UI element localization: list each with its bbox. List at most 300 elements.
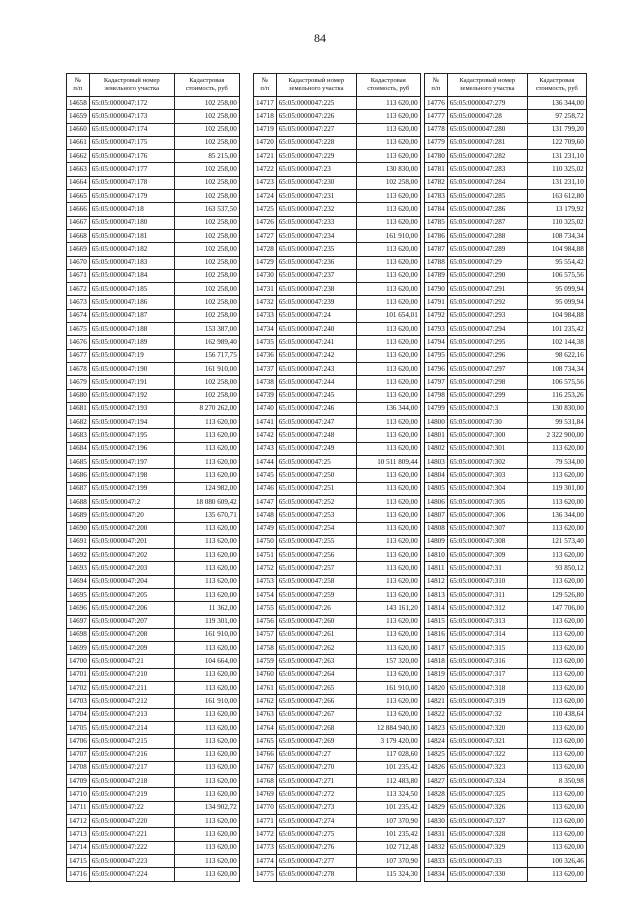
cadastral-number-cell: 65:05:0000047:182 xyxy=(89,243,174,256)
cadastral-value-cell: 102 258,00 xyxy=(174,283,239,296)
cadastral-value-cell: 113 620,00 xyxy=(356,522,420,535)
table-row xyxy=(425,229,587,242)
row-number-cell: 14767 xyxy=(254,761,277,774)
row-number-cell: 14769 xyxy=(254,788,277,801)
row-number-cell: 14778 xyxy=(425,123,448,136)
table-row xyxy=(67,841,240,854)
cadastral-number-cell: 65:05:0000047:242 xyxy=(276,349,356,362)
row-number-cell: 14738 xyxy=(254,376,277,389)
table-body xyxy=(425,97,587,882)
table-row xyxy=(425,429,587,442)
cadastral-number-cell: 65:05:0000047:195 xyxy=(89,429,174,442)
table-row xyxy=(67,682,240,695)
page-number: 84 xyxy=(314,31,326,45)
cadastral-value-cell: 113 620,00 xyxy=(174,522,239,535)
cadastral-value-cell: 113 620,00 xyxy=(527,868,586,881)
table-row xyxy=(425,442,587,455)
cadastral-value-cell: 113 620,00 xyxy=(527,495,586,508)
cadastral-value-cell: 104 984,88 xyxy=(527,243,586,256)
cadastral-number-cell: 65:05:0000047:214 xyxy=(89,721,174,734)
cadastral-number-cell: 65:05:0000047:288 xyxy=(447,229,527,242)
cadastral-value-cell: 110 325,02 xyxy=(527,216,586,229)
table-row xyxy=(254,602,421,615)
cadastral-number-cell: 65:05:0000047:325 xyxy=(447,788,527,801)
row-number-cell: 14674 xyxy=(67,309,90,322)
table-row xyxy=(254,296,421,309)
cadastral-number-cell: 65:05:0000047:175 xyxy=(89,136,174,149)
cadastral-number-cell: 65:05:0000047:329 xyxy=(447,841,527,854)
table-row xyxy=(425,97,587,110)
row-number-cell: 14784 xyxy=(425,203,448,216)
table-row xyxy=(67,721,240,734)
cadastral-value-cell: 113 620,00 xyxy=(174,721,239,734)
table-row xyxy=(425,602,587,615)
row-number-cell: 14766 xyxy=(254,748,277,761)
cadastral-number-cell: 65:05:0000047:200 xyxy=(89,522,174,535)
table-header-row xyxy=(425,74,587,97)
cadastral-value-cell: 113 620,00 xyxy=(527,615,586,628)
row-number-cell: 14786 xyxy=(425,229,448,242)
cadastral-value-cell: 156 717,75 xyxy=(174,349,239,362)
table-row xyxy=(425,775,587,788)
table-row xyxy=(67,416,240,429)
cadastral-value-cell: 113 620,00 xyxy=(174,668,239,681)
table-row xyxy=(254,163,421,176)
row-number-cell: 14689 xyxy=(67,509,90,522)
cadastral-number-cell: 65:05:0000047:238 xyxy=(276,283,356,296)
header-cadastral-number: Кадастровый номер земельного участка xyxy=(89,74,174,97)
table-row xyxy=(67,110,240,123)
cadastral-value-cell: 113 620,00 xyxy=(174,841,239,854)
cadastral-number-cell: 65:05:0000047:291 xyxy=(447,283,527,296)
cadastral-value-cell: 113 620,00 xyxy=(174,549,239,562)
row-number-cell: 14682 xyxy=(67,416,90,429)
row-number-cell: 14777 xyxy=(425,110,448,123)
row-number-cell: 14701 xyxy=(67,668,90,681)
cadastral-value-cell: 101 654,01 xyxy=(356,309,420,322)
row-number-cell: 14745 xyxy=(254,469,277,482)
row-number-cell: 14801 xyxy=(425,429,448,442)
row-number-cell: 14820 xyxy=(425,682,448,695)
row-number-cell: 14700 xyxy=(67,655,90,668)
table-row xyxy=(254,442,421,455)
table-row xyxy=(254,841,421,854)
row-number-cell: 14697 xyxy=(67,615,90,628)
row-number-cell: 14780 xyxy=(425,150,448,163)
table-row xyxy=(254,336,421,349)
cadastral-value-cell: 113 620,00 xyxy=(174,815,239,828)
cadastral-number-cell: 65:05:0000047:253 xyxy=(276,509,356,522)
table-row xyxy=(254,495,421,508)
cadastral-number-cell: 65:05:0000047:177 xyxy=(89,163,174,176)
row-number-cell: 14666 xyxy=(67,203,90,216)
cadastral-value-cell: 113 620,00 xyxy=(527,549,586,562)
row-number-cell: 14658 xyxy=(67,97,90,110)
cadastral-value-cell: 143 161,20 xyxy=(356,602,420,615)
row-number-cell: 14686 xyxy=(67,469,90,482)
cadastral-value-cell: 113 620,00 xyxy=(356,190,420,203)
table-row xyxy=(67,509,240,522)
row-number-cell: 14749 xyxy=(254,522,277,535)
cadastral-number-cell: 65:05:0000047:262 xyxy=(276,642,356,655)
cadastral-value-cell: 113 620,00 xyxy=(356,588,420,601)
cadastral-number-cell: 65:05:0000047:26 xyxy=(276,602,356,615)
table-row xyxy=(67,336,240,349)
cadastral-value-cell: 124 982,00 xyxy=(174,482,239,495)
cadastral-value-cell: 113 620,00 xyxy=(174,535,239,548)
table-row xyxy=(425,495,587,508)
row-number-cell: 14802 xyxy=(425,442,448,455)
cadastral-number-cell: 65:05:0000047:222 xyxy=(89,841,174,854)
table-row xyxy=(425,522,587,535)
cadastral-value-cell: 110 438,64 xyxy=(527,708,586,721)
cadastral-value-cell: 113 620,00 xyxy=(527,735,586,748)
row-number-cell: 14737 xyxy=(254,362,277,375)
cadastral-value-cell: 113 620,00 xyxy=(356,535,420,548)
row-number-cell: 14688 xyxy=(67,495,90,508)
table-row xyxy=(254,815,421,828)
table-row xyxy=(254,190,421,203)
table-row xyxy=(425,509,587,522)
cadastral-value-cell: 113 620,00 xyxy=(356,668,420,681)
cadastral-number-cell: 65:05:0000047:206 xyxy=(89,602,174,615)
row-number-cell: 14757 xyxy=(254,628,277,641)
cadastral-value-cell: 129 526,80 xyxy=(527,588,586,601)
cadastral-number-cell: 65:05:0000047:243 xyxy=(276,362,356,375)
cadastral-number-cell: 65:05:0000047:209 xyxy=(89,642,174,655)
cadastral-number-cell: 65:05:0000047:237 xyxy=(276,269,356,282)
table-row xyxy=(425,721,587,734)
table-row xyxy=(425,123,587,136)
cadastral-number-cell: 65:05:0000047:307 xyxy=(447,522,527,535)
cadastral-number-cell: 65:05:0000047:248 xyxy=(276,429,356,442)
cadastral-number-cell: 65:05:0000047:298 xyxy=(447,376,527,389)
row-number-cell: 14710 xyxy=(67,788,90,801)
row-number-cell: 14808 xyxy=(425,522,448,535)
row-number-cell: 14814 xyxy=(425,602,448,615)
row-number-cell: 14809 xyxy=(425,535,448,548)
header-number xyxy=(67,74,90,97)
row-number-cell: 14752 xyxy=(254,562,277,575)
cadastral-value-cell: 102 258,00 xyxy=(174,163,239,176)
row-number-cell: 14712 xyxy=(67,815,90,828)
row-number-cell: 14787 xyxy=(425,243,448,256)
row-number-cell: 14721 xyxy=(254,150,277,163)
cadastral-number-cell: 65:05:0000047:273 xyxy=(276,801,356,814)
cadastral-number-cell: 65:05:0000047:212 xyxy=(89,695,174,708)
cadastral-number-cell: 65:05:0000047:18 xyxy=(89,203,174,216)
cadastral-value-cell: 113 620,00 xyxy=(174,761,239,774)
cadastral-number-cell: 65:05:0000047:188 xyxy=(89,323,174,336)
row-number-cell: 14750 xyxy=(254,535,277,548)
cadastral-number-cell: 65:05:0000047:249 xyxy=(276,442,356,455)
cadastral-value-cell: 113 324,50 xyxy=(356,788,420,801)
cadastral-number-cell: 65:05:0000047:260 xyxy=(276,615,356,628)
cadastral-value-cell: 161 910,00 xyxy=(174,628,239,641)
table-row xyxy=(425,482,587,495)
row-number-cell: 14807 xyxy=(425,509,448,522)
row-number-cell: 14660 xyxy=(67,123,90,136)
row-number-cell: 14762 xyxy=(254,695,277,708)
row-number-cell: 14829 xyxy=(425,801,448,814)
table-body xyxy=(254,97,421,882)
row-number-cell: 14791 xyxy=(425,296,448,309)
row-number-cell: 14760 xyxy=(254,668,277,681)
table-row xyxy=(425,841,587,854)
cadastral-number-cell: 65:05:0000047:218 xyxy=(89,775,174,788)
row-number-cell: 14772 xyxy=(254,828,277,841)
table-row xyxy=(425,269,587,282)
cadastral-value-cell: 131 799,20 xyxy=(527,123,586,136)
table-row xyxy=(67,748,240,761)
table-row xyxy=(254,535,421,548)
cadastral-value-cell: 122 709,60 xyxy=(527,136,586,149)
table-row xyxy=(425,655,587,668)
cadastral-value-cell: 102 258,00 xyxy=(174,136,239,149)
row-number-cell: 14715 xyxy=(67,854,90,867)
cadastral-number-cell: 65:05:0000047:312 xyxy=(447,602,527,615)
row-number-cell: 14782 xyxy=(425,176,448,189)
table-row xyxy=(425,256,587,269)
cadastral-value-cell: 113 620,00 xyxy=(356,336,420,349)
cadastral-number-cell: 65:05:0000047:328 xyxy=(447,828,527,841)
row-number-cell: 14739 xyxy=(254,389,277,402)
table-row xyxy=(425,216,587,229)
cadastral-number-cell: 65:05:0000047:252 xyxy=(276,495,356,508)
cadastral-value-cell: 113 620,00 xyxy=(356,376,420,389)
cadastral-value-cell: 108 734,34 xyxy=(527,362,586,375)
header-cadastral-value: Кадастровая стоимость, руб xyxy=(527,74,586,97)
cadastral-number-cell: 65:05:0000047:281 xyxy=(447,136,527,149)
cadastral-value-cell: 113 620,00 xyxy=(356,362,420,375)
cadastral-number-cell: 65:05:0000047:239 xyxy=(276,296,356,309)
table-row xyxy=(425,176,587,189)
cadastral-value-cell: 136 344,00 xyxy=(527,97,586,110)
cadastral-value-cell: 97 258,72 xyxy=(527,110,586,123)
cadastral-number-cell: 65:05:0000047:263 xyxy=(276,655,356,668)
row-number-cell: 14716 xyxy=(67,868,90,881)
table-header-row xyxy=(67,74,240,97)
cadastral-value-cell: 102 258,00 xyxy=(174,269,239,282)
table-row xyxy=(425,336,587,349)
cadastral-number-cell: 65:05:0000047:300 xyxy=(447,429,527,442)
cadastral-number-cell: 65:05:0000047:306 xyxy=(447,509,527,522)
table-row xyxy=(254,216,421,229)
row-number-cell: 14758 xyxy=(254,642,277,655)
cadastral-number-cell: 65:05:0000047:235 xyxy=(276,243,356,256)
cadastral-number-cell: 65:05:0000047:232 xyxy=(276,203,356,216)
row-number-cell: 14764 xyxy=(254,721,277,734)
table-row xyxy=(254,522,421,535)
row-number-cell: 14667 xyxy=(67,216,90,229)
row-number-cell: 14705 xyxy=(67,721,90,734)
table-row xyxy=(67,283,240,296)
row-number-cell: 14821 xyxy=(425,695,448,708)
cadastral-number-cell: 65:05:0000047:319 xyxy=(447,695,527,708)
cadastral-value-cell: 134 902,72 xyxy=(174,801,239,814)
cadastral-value-cell: 113 620,00 xyxy=(527,788,586,801)
header-number-line2: п/п xyxy=(73,85,83,92)
table-row xyxy=(67,150,240,163)
row-number-cell: 14681 xyxy=(67,402,90,415)
cadastral-value-cell: 8 270 262,00 xyxy=(174,402,239,415)
row-number-cell: 14698 xyxy=(67,628,90,641)
cadastral-number-cell: 65:05:0000047:220 xyxy=(89,815,174,828)
row-number-cell: 14832 xyxy=(425,841,448,854)
cadastral-value-cell: 113 620,00 xyxy=(356,269,420,282)
cadastral-number-cell: 65:05:0000047:290 xyxy=(447,269,527,282)
row-number-cell: 14736 xyxy=(254,349,277,362)
table-row xyxy=(67,522,240,535)
cadastral-value-cell: 113 620,00 xyxy=(356,256,420,269)
row-number-cell: 14735 xyxy=(254,336,277,349)
row-number-cell: 14703 xyxy=(67,695,90,708)
header-number-line1: № xyxy=(432,77,440,85)
row-number-cell: 14754 xyxy=(254,588,277,601)
table-row xyxy=(67,442,240,455)
cadastral-value-cell: 10 511 809,44 xyxy=(356,456,420,469)
row-number-cell: 14678 xyxy=(67,362,90,375)
cadastral-number-cell: 65:05:0000047:313 xyxy=(447,615,527,628)
cadastral-value-cell: 113 620,00 xyxy=(527,695,586,708)
cadastral-value-cell: 131 231,10 xyxy=(527,176,586,189)
cadastral-value-cell: 102 258,00 xyxy=(174,190,239,203)
row-number-cell: 14803 xyxy=(425,456,448,469)
cadastral-value-cell: 113 620,00 xyxy=(174,429,239,442)
cadastral-number-cell: 65:05:0000047:211 xyxy=(89,682,174,695)
table-row xyxy=(67,828,240,841)
cadastral-number-cell: 65:05:0000047:180 xyxy=(89,216,174,229)
cadastral-number-cell: 65:05:0000047:183 xyxy=(89,256,174,269)
cadastral-number-cell: 65:05:0000047:25 xyxy=(276,456,356,469)
table-row xyxy=(254,868,421,881)
row-number-cell: 14800 xyxy=(425,416,448,429)
cadastral-value-cell: 113 620,00 xyxy=(527,841,586,854)
table-row xyxy=(425,761,587,774)
cadastral-number-cell: 65:05:0000047:229 xyxy=(276,150,356,163)
table-row xyxy=(425,190,587,203)
table-row xyxy=(67,296,240,309)
cadastral-value-cell: 119 301,00 xyxy=(174,615,239,628)
cadastral-value-cell: 113 620,00 xyxy=(527,801,586,814)
cadastral-number-cell: 65:05:0000047:318 xyxy=(447,682,527,695)
cadastral-number-cell: 65:05:0000047:254 xyxy=(276,522,356,535)
row-number-cell: 14672 xyxy=(67,283,90,296)
cadastral-value-cell: 102 258,00 xyxy=(174,243,239,256)
table-row xyxy=(67,349,240,362)
cadastral-number-cell: 65:05:0000047:32 xyxy=(447,708,527,721)
cadastral-number-cell: 65:05:0000047:275 xyxy=(276,828,356,841)
cadastral-value-cell: 102 258,00 xyxy=(174,216,239,229)
table-row xyxy=(425,735,587,748)
cadastral-number-cell: 65:05:0000047:296 xyxy=(447,349,527,362)
cadastral-value-cell: 11 362,00 xyxy=(174,602,239,615)
cadastral-number-cell: 65:05:0000047:187 xyxy=(89,309,174,322)
cadastral-value-cell: 106 575,56 xyxy=(527,376,586,389)
cadastral-number-cell: 65:05:0000047:189 xyxy=(89,336,174,349)
cadastral-value-cell: 113 620,00 xyxy=(356,575,420,588)
cadastral-value-cell: 113 620,00 xyxy=(356,416,420,429)
table-row xyxy=(67,176,240,189)
table-row xyxy=(425,323,587,336)
cadastral-number-cell: 65:05:0000047:259 xyxy=(276,588,356,601)
cadastral-number-cell: 65:05:0000047:192 xyxy=(89,389,174,402)
cadastral-number-cell: 65:05:0000047:310 xyxy=(447,575,527,588)
row-number-cell: 14804 xyxy=(425,469,448,482)
table-row xyxy=(67,628,240,641)
cadastral-number-cell: 65:05:0000047:278 xyxy=(276,868,356,881)
cadastral-value-cell: 102 258,00 xyxy=(356,176,420,189)
cadastral-value-cell: 106 575,56 xyxy=(527,269,586,282)
cadastral-number-cell: 65:05:0000047:268 xyxy=(276,721,356,734)
table-row xyxy=(254,695,421,708)
row-number-cell: 14694 xyxy=(67,575,90,588)
cadastral-value-cell: 102 258,00 xyxy=(174,309,239,322)
cadastral-value-cell: 113 620,00 xyxy=(356,216,420,229)
row-number-cell: 14761 xyxy=(254,682,277,695)
cadastral-value-cell: 102 712,48 xyxy=(356,841,420,854)
row-number-cell: 14717 xyxy=(254,97,277,110)
table-row xyxy=(425,815,587,828)
cadastral-number-cell: 65:05:0000047:289 xyxy=(447,243,527,256)
cadastral-number-cell: 65:05:0000047:287 xyxy=(447,216,527,229)
row-number-cell: 14776 xyxy=(425,97,448,110)
table-row xyxy=(254,203,421,216)
table-row xyxy=(254,283,421,296)
table-row xyxy=(254,482,421,495)
cadastral-value-cell: 113 620,00 xyxy=(174,854,239,867)
cadastral-number-cell: 65:05:0000047:264 xyxy=(276,668,356,681)
cadastral-value-cell: 117 028,60 xyxy=(356,748,420,761)
row-number-cell: 14793 xyxy=(425,323,448,336)
cadastral-number-cell: 65:05:0000047:24 xyxy=(276,309,356,322)
cadastral-value-cell: 113 620,00 xyxy=(356,429,420,442)
cadastral-number-cell: 65:05:0000047:199 xyxy=(89,482,174,495)
cadastral-number-cell: 65:05:0000047:198 xyxy=(89,469,174,482)
table-row xyxy=(425,296,587,309)
cadastral-number-cell: 65:05:0000047:179 xyxy=(89,190,174,203)
row-number-cell: 14771 xyxy=(254,815,277,828)
cadastral-number-cell: 65:05:0000047:279 xyxy=(447,97,527,110)
table-row xyxy=(67,495,240,508)
cadastral-value-cell: 113 620,00 xyxy=(174,642,239,655)
table-row xyxy=(67,469,240,482)
table-row xyxy=(254,682,421,695)
row-number-cell: 14830 xyxy=(425,815,448,828)
cadastral-value-cell: 113 620,00 xyxy=(174,868,239,881)
cadastral-value-cell: 161 910,00 xyxy=(174,695,239,708)
cadastral-number-cell: 65:05:0000047:305 xyxy=(447,495,527,508)
row-number-cell: 14743 xyxy=(254,442,277,455)
cadastral-number-cell: 65:05:0000047:29 xyxy=(447,256,527,269)
row-number-cell: 14684 xyxy=(67,442,90,455)
cadastral-number-cell: 65:05:0000047:324 xyxy=(447,775,527,788)
table-row xyxy=(425,309,587,322)
cadastral-value-cell: 107 370,90 xyxy=(356,815,420,828)
cadastral-number-cell: 65:05:0000047:174 xyxy=(89,123,174,136)
row-number-cell: 14683 xyxy=(67,429,90,442)
cadastral-number-cell: 65:05:0000047:309 xyxy=(447,549,527,562)
cadastral-value-cell: 113 620,00 xyxy=(527,575,586,588)
row-number-cell: 14810 xyxy=(425,549,448,562)
cadastral-value-cell: 147 706,00 xyxy=(527,602,586,615)
row-number-cell: 14711 xyxy=(67,801,90,814)
row-number-cell: 14726 xyxy=(254,216,277,229)
cadastral-number-cell: 65:05:0000047:272 xyxy=(276,788,356,801)
table-row xyxy=(254,136,421,149)
cadastral-number-cell: 65:05:0000047:299 xyxy=(447,389,527,402)
cadastral-number-cell: 65:05:0000047:317 xyxy=(447,668,527,681)
